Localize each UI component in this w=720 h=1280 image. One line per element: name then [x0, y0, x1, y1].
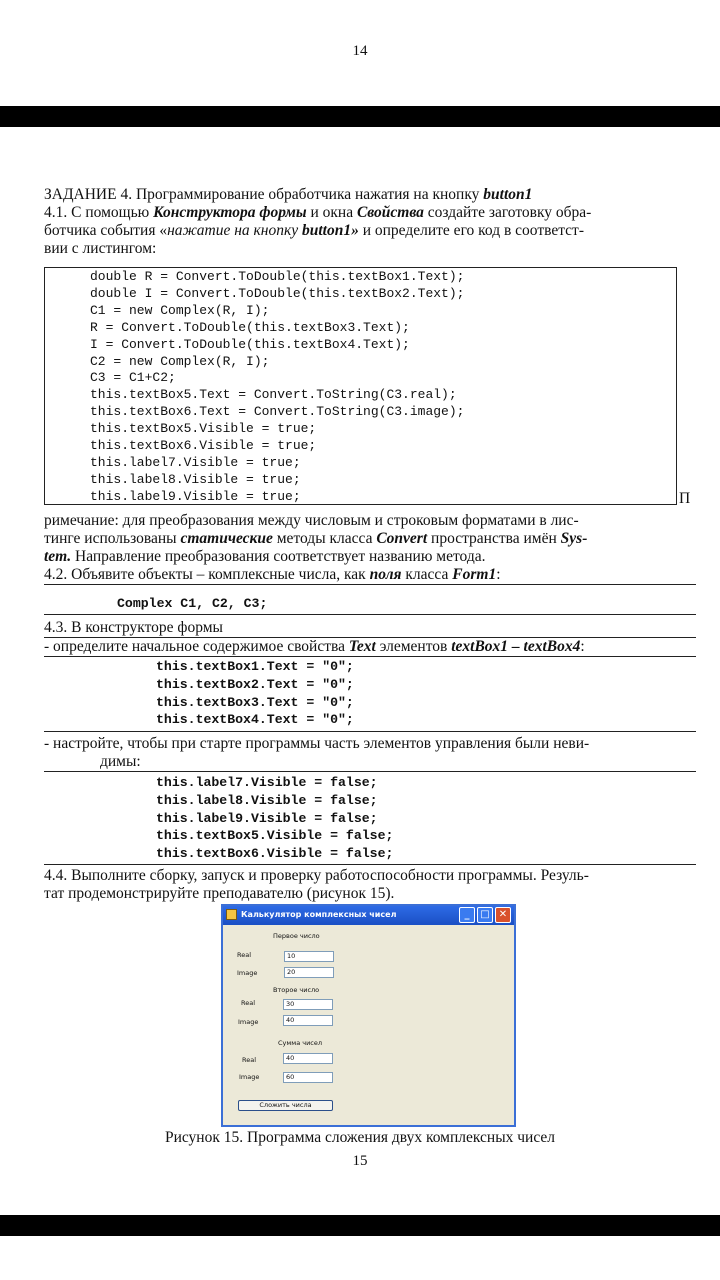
para41-t6: ботчика события « [44, 222, 168, 239]
code-line: this.label8.Visible = false; [156, 792, 378, 808]
task-section [44, 186, 696, 258]
para41-t8: button1» [301, 222, 359, 239]
app-icon [226, 909, 237, 920]
code-listing [44, 267, 677, 505]
para41-t3: и окна [306, 204, 357, 221]
textbox4[interactable]: 40 [283, 1015, 333, 1026]
window-titlebar [223, 906, 514, 925]
listing-line: this.label8.Visible = true; [90, 471, 301, 487]
para41-line3: вии с листингом: [44, 240, 157, 257]
textbox1[interactable]: 10 [284, 951, 334, 962]
textbox2[interactable]: 20 [284, 967, 334, 978]
task-heading-button: button1 [483, 186, 533, 203]
listing-line: double I = Convert.ToDouble(this.textBox2.Text); [90, 285, 465, 301]
listing-line: C1 = new Complex(R, I); [90, 302, 270, 318]
para43-t1: - определите начальное содержимое свойства [44, 638, 349, 655]
note-t4: Convert [376, 530, 428, 547]
para41-t4: Свойства [356, 204, 424, 221]
listing-line: R = Convert.ToDouble(this.textBox3.Text); [90, 319, 410, 335]
constructor-code-2 [156, 774, 393, 863]
listing-line: this.label9.Visible = true; [90, 488, 301, 504]
note-t6: Sys- [560, 530, 588, 547]
divider [44, 731, 696, 732]
textbox6[interactable]: 60 [283, 1072, 333, 1083]
note-t5: пространства имён [427, 530, 561, 547]
para43-t3: элементов [375, 638, 452, 655]
code-line: this.textBox5.Visible = false; [156, 828, 394, 844]
page-separator-bar [0, 106, 720, 127]
divider [44, 614, 696, 615]
para41-line2 [44, 222, 696, 240]
group1-label: Первое число [273, 932, 320, 940]
para43-t5: : [580, 638, 585, 655]
para41-t5: создайте заготовку обра- [423, 204, 592, 221]
para41-t1: 4.1. С помощью [44, 204, 154, 221]
para42-line [44, 566, 696, 585]
note-t2: статические [180, 530, 273, 547]
textbox5[interactable]: 40 [283, 1053, 333, 1064]
image-label-1: Image [237, 969, 258, 977]
divider [44, 864, 696, 865]
para43-t2: Text [348, 638, 376, 655]
real-label-3: Real [242, 1056, 257, 1064]
code-line: this.label9.Visible = false; [156, 810, 378, 826]
note-section [44, 512, 696, 585]
image-label-3: Image [239, 1073, 260, 1081]
para44-section [44, 867, 696, 903]
page-number-bottom: 15 [352, 1153, 368, 1169]
para44-line1: 4.4. Выполните сборку, запуск и проверку работоспособности программы. Резуль- [44, 867, 589, 884]
para43-item2-line2 [44, 753, 696, 772]
code-line: this.textBox3.Text = "0"; [156, 694, 354, 710]
page-number-top: 14 [352, 43, 368, 59]
note-t7: tem. [44, 548, 72, 565]
group2-label: Второе число [273, 986, 320, 994]
listing-line: C2 = new Complex(R, I); [90, 353, 270, 369]
listing-line: double R = Convert.ToDouble(this.textBox1.Text); [90, 269, 465, 284]
para42-t5: : [496, 566, 501, 583]
para43-item2-line1: - настройте, чтобы при старте программы часть элементов управления были неви- [44, 735, 590, 752]
image-label-2: Image [238, 1018, 259, 1026]
listing-line: this.label7.Visible = true; [90, 454, 301, 470]
figure-caption: Рисунок 15. Программа сложения двух комплексных чисел [164, 1129, 556, 1146]
para41-line1 [44, 204, 696, 222]
constructor-code-1 [156, 658, 354, 729]
note-t8: Направление преобразования соответствует названию метода. [71, 548, 486, 565]
code-line: this.textBox6.Visible = false; [156, 846, 394, 862]
para42-t4: Form1 [452, 566, 497, 583]
listing-line: this.textBox5.Visible = true; [90, 421, 317, 437]
para42-t3: класса [401, 566, 453, 583]
listing-line: I = Convert.ToDouble(this.textBox4.Text); [90, 336, 410, 352]
para42-t2: поля [369, 566, 402, 583]
para43-item2-text: димы: [100, 753, 141, 770]
real-label-1: Real [237, 951, 252, 959]
minimize-icon[interactable]: _ [459, 907, 475, 923]
para43-item1 [44, 638, 696, 657]
note-t3: методы класса [272, 530, 377, 547]
fields-code: Complex C1, C2, C3; [117, 596, 268, 611]
note-line2 [44, 530, 696, 548]
note-line3 [44, 548, 696, 566]
textbox3[interactable]: 30 [283, 999, 333, 1010]
code-line: this.textBox2.Text = "0"; [156, 676, 354, 692]
window-title: Калькулятор комплексных чисел [241, 910, 397, 919]
para41-t9: и определите его код в соответст- [358, 222, 584, 239]
para41-t2: Конструктора формы [153, 204, 307, 221]
maximize-icon[interactable]: □ [477, 907, 493, 923]
note-t1: тинге использованы [44, 530, 181, 547]
para43-t4: textBox1 – textBox4 [451, 638, 581, 655]
listing-line: this.textBox6.Text = Convert.ToString(C3.image); [90, 404, 465, 420]
real-label-2: Real [241, 999, 256, 1007]
code-line: this.textBox1.Text = "0"; [156, 659, 354, 674]
listing-line: this.textBox6.Visible = true; [90, 438, 317, 454]
para43-item2 [44, 735, 696, 772]
listing-line: this.textBox5.Text = Convert.ToString(C3.real); [90, 387, 457, 403]
task-heading [44, 186, 696, 204]
para43-section [44, 619, 696, 657]
page-separator-bar [0, 1215, 720, 1236]
para43-title: 4.3. В конструкторе формы [44, 619, 696, 638]
task-heading-text: ЗАДАНИЕ 4. Программирование обработчика нажатия на кнопку [44, 186, 484, 203]
para44-line2: тат продемонстрируйте преподавателю (рисунок 15). [44, 885, 395, 902]
code-line: this.textBox4.Text = "0"; [156, 712, 354, 728]
code-line: this.label7.Visible = false; [156, 775, 378, 790]
note-line1: римечание: для преобразования между числовым и строковым форматами в лис- [44, 512, 579, 529]
group3-label: Сумма чисел [278, 1039, 323, 1047]
para41-t7: нажатие на кнопку [167, 222, 302, 239]
listing-line: C3 = C1+C2; [90, 370, 176, 386]
close-icon[interactable]: ✕ [495, 907, 511, 923]
add-numbers-button[interactable]: Сложить числа [238, 1100, 333, 1111]
note-p-letter: П [679, 490, 691, 507]
calculator-window [221, 904, 516, 1127]
para42-t1: 4.2. Объявите объекты – комплексные числа, как [44, 566, 370, 583]
